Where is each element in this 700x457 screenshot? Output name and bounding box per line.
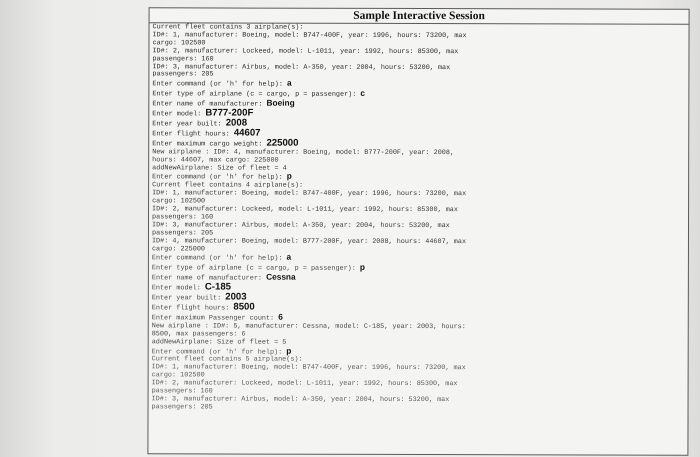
output-text: Enter model: (152, 110, 206, 119)
output-text: Enter name of manufacturer: (152, 100, 267, 109)
transcript-line (152, 206, 685, 215)
user-input: 6 (278, 311, 283, 322)
session-title: Sample Interactive Session (150, 8, 689, 24)
transcript-line (152, 396, 685, 405)
session-panel (147, 7, 689, 455)
transcript-line (152, 380, 685, 389)
user-input: c (360, 88, 366, 99)
user-input: 2008 (225, 117, 248, 129)
output-text: Enter maximum Passenger count: (151, 314, 279, 323)
transcript-line (152, 48, 685, 57)
output-text: ID#: 2, manufacturer: Lockeed, model: L-1011, year: 1992, hours: 85300, max (152, 47, 459, 56)
output-text: ID#: 3, manufacturer: Airbus, model: A-350, year: 2004, hours: 53200, max (152, 221, 450, 230)
output-text: cargo: 102500 (152, 39, 206, 48)
transcript-line (152, 191, 685, 200)
output-text: Enter year built: (151, 294, 226, 303)
output-text: ID#: 1, manufacturer: Boeing, model: B747-400F, year: 1996, hours: 73200, max (151, 363, 466, 373)
output-text: Enter name of manufacturer: (151, 274, 267, 283)
output-text: Current fleet contains 4 airplane(s): (152, 181, 304, 191)
user-input: a (286, 77, 292, 89)
user-input: B777-200F (205, 107, 254, 119)
output-text: Enter year built: (152, 120, 226, 129)
user-input: p (286, 345, 292, 356)
output-text: Enter model: (151, 284, 205, 293)
output-text: addNewAirplane: Size of fleet = 4 (152, 163, 287, 173)
output-text: passengers: 160 (152, 213, 214, 222)
user-input: Cessna (266, 271, 296, 282)
transcript-line (153, 32, 686, 41)
output-text: New airplane : ID#: 5, manufacturer: Cessna, model: C-185, year: 2003, hours: (151, 322, 466, 331)
output-text: addNewAirplane: Size of fleet = 5 (151, 337, 287, 347)
output-text: ID#: 4, manufacturer: Boeing, model: B777-200F, year: 2008, hours: 44607, max (151, 236, 467, 246)
output-text: cargo: 102500 (152, 197, 206, 206)
user-input: Boeing (266, 97, 295, 108)
output-text: Enter command (or 'h' for help): (151, 254, 287, 264)
output-text: ID#: 3, manufacturer: Airbus, model: A-350, year: 2004, hours: 53200, max (152, 62, 451, 72)
output-text: ID#: 1, manufacturer: Boeing, model: B747-400F, year: 1996, hours: 73200, max (152, 189, 467, 199)
output-text: Enter command (or 'h' for help): (152, 173, 287, 183)
output-text: Enter flight hours: (152, 130, 234, 139)
user-input: a (286, 252, 292, 263)
user-input: p (286, 171, 292, 182)
output-text: Current fleet contains 3 airplane(s): (152, 23, 304, 32)
output-text: New airplane : ID#: 4, manufacturer: Boeing, model: B777-200F, year: 2008, (152, 147, 455, 157)
output-text: passengers: 160 (151, 387, 213, 396)
user-input: 44607 (233, 127, 261, 139)
user-input: C-185 (204, 281, 232, 293)
output-text: cargo: 102500 (151, 371, 205, 380)
output-text: passengers: 205 (151, 229, 214, 238)
output-text: ID#: 1, manufacturer: Boeing, model: B747-400F, year: 1996, hours: 73200, max (152, 31, 467, 41)
user-input: 2003 (225, 291, 247, 303)
output-text: Enter type of airplane (c = cargo, p = passenger): (151, 264, 360, 274)
output-text: ID#: 2, manufacturer: Lockeed, model: L-1011, year: 1992, hours: 85300, max (151, 379, 458, 389)
user-input: 225000 (266, 137, 299, 149)
output-text: Enter type of airplane (c = cargo, p = passenger): (152, 90, 361, 100)
output-text: Current fleet contains 5 airplane(s): (151, 355, 303, 365)
output-text: Enter flight hours: (151, 304, 234, 313)
output-text: Enter command (or 'h' for help): (152, 80, 288, 89)
output-text: ID#: 3, manufacturer: Airbus, model: A-350, year: 2004, hours: 53200, max (151, 395, 450, 405)
transcript-line (152, 238, 685, 247)
session-transcript (149, 23, 689, 413)
transcript-line (152, 404, 685, 413)
output-text: passengers: 160 (152, 54, 214, 64)
output-text: hours: 44607, max cargo: 225000 (152, 155, 279, 165)
output-text: passengers: 205 (152, 70, 214, 79)
output-text: Enter command (or 'h' for help): (151, 347, 287, 357)
user-input: 8500 (233, 301, 255, 313)
user-input: p (359, 262, 366, 273)
output-text: ID#: 2, manufacturer: Lockeed, model: L-1011, year: 1992, hours: 85300, max (152, 205, 458, 215)
output-text: passengers: 205 (151, 403, 213, 412)
output-text: 8500, max passengers: 6 (151, 330, 246, 339)
output-text: Enter maximum cargo weight: (152, 140, 267, 149)
transcript-line (152, 222, 685, 231)
output-text: cargo: 225000 (151, 244, 205, 254)
